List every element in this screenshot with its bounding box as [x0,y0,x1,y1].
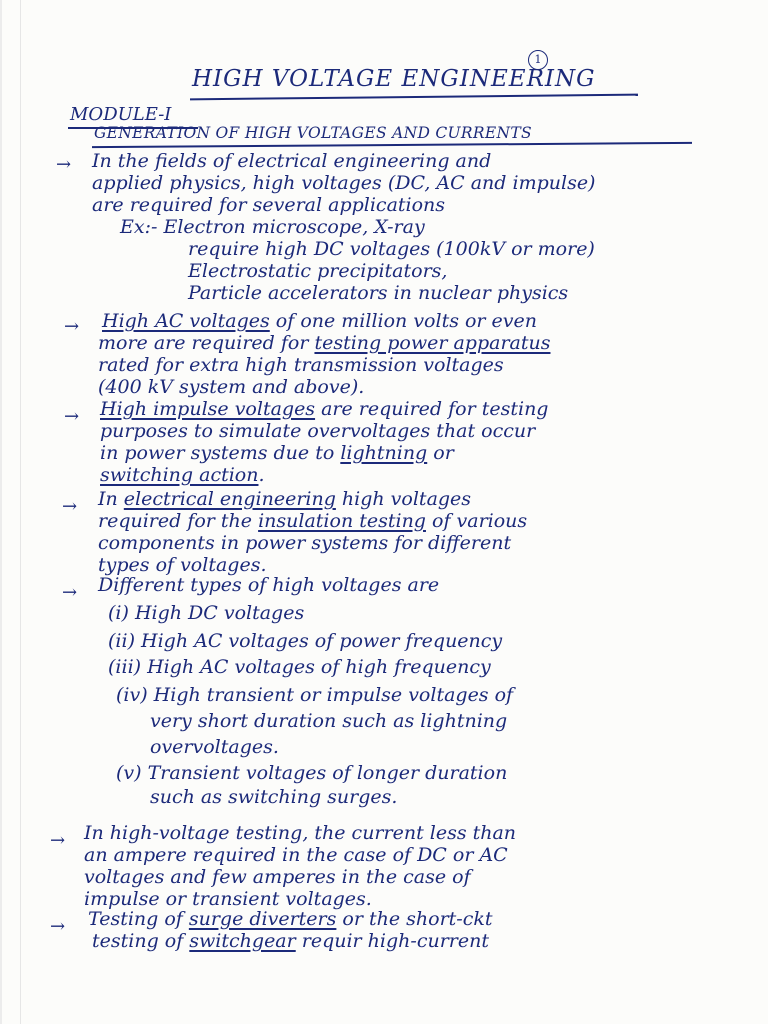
text-line: rated for extra high transmission voltages [98,354,504,376]
text-line: High AC voltages of one million volts or even [102,310,538,332]
underlined-term: surge diverters [188,908,337,930]
section-subtitle: GENERATION OF HIGH VOLTAGES AND CURRENTS [94,124,532,142]
underlined-term: testing power apparatus [314,332,551,354]
bullet-arrow: → [64,316,80,337]
bullet-arrow: → [64,406,80,427]
bullet-arrow: → [62,496,78,517]
text-line: required for the insulation testing of various [98,510,528,532]
text-line: are required for several applications [92,194,446,216]
title-underline [190,94,638,101]
page-number: 1 [528,50,548,70]
text-line: Testing of surge diverters or the short-ckt [88,908,493,930]
text-line: types of voltages. [98,554,267,576]
list-item: (ii) High AC voltages of power frequency [108,630,503,652]
page-title: HIGH VOLTAGE ENGINEERING [192,66,596,92]
underlined-term: High AC voltages [102,310,270,332]
text-line: In the fields of electrical engineering and [92,150,492,172]
bullet-arrow: → [62,582,78,603]
text-line: switching action. [100,464,265,486]
text-line: Different types of high voltages are [98,574,440,596]
text-line: Particle accelerators in nuclear physics [188,282,569,304]
text-line: testing of switchgear requir high-current [92,930,489,952]
bullet-arrow: → [56,154,72,175]
text-line: High impulse voltages are required for testing [100,398,549,420]
text-line: in power systems due to lightning or [100,442,454,464]
text-line: an ampere required in the case of DC or AC [84,844,508,866]
bullet-arrow: → [50,916,66,937]
text-line: (400 kV system and above). [98,376,365,398]
list-item: (v) Transient voltages of longer duration [116,762,508,784]
margin-line [20,0,21,1024]
underlined-term: switchgear [189,930,296,952]
underlined-term: switching action [100,464,259,486]
underlined-term: High impulse voltages [100,398,316,420]
text-line: In electrical engineering high voltages [98,488,472,510]
text-line: voltages and few amperes in the case of [84,866,471,888]
text-line: impulse or transient voltages. [84,888,372,910]
text-line: applied physics, high voltages (DC, AC and impulse) [92,172,596,194]
text-line: require high DC voltages (100kV or more) [188,238,595,260]
text-line: components in power systems for different [98,532,512,554]
subtitle-underline [92,142,692,148]
underlined-term: electrical engineering [123,488,336,510]
list-item: very short duration such as lightning [150,710,508,732]
text-line: Electrostatic precipitators, [188,260,448,282]
underlined-term: insulation testing [258,510,426,532]
bullet-arrow: → [50,830,66,851]
list-item: overvoltages. [150,736,279,758]
list-item: (i) High DC voltages [108,602,305,624]
text-line: Ex:- Electron microscope, X-ray [120,216,425,238]
list-item: (iii) High AC voltages of high frequency [108,656,491,678]
module-heading: MODULE-I [70,104,172,125]
text-line: In high-voltage testing, the current less than [84,822,517,844]
list-item: (iv) High transient or impulse voltages of [116,684,514,706]
text-line: more are required for testing power apparatus [98,332,551,354]
text-line: purposes to simulate overvoltages that occur [100,420,536,442]
list-item: such as switching surges. [150,786,398,808]
underlined-term: lightning [340,442,428,464]
